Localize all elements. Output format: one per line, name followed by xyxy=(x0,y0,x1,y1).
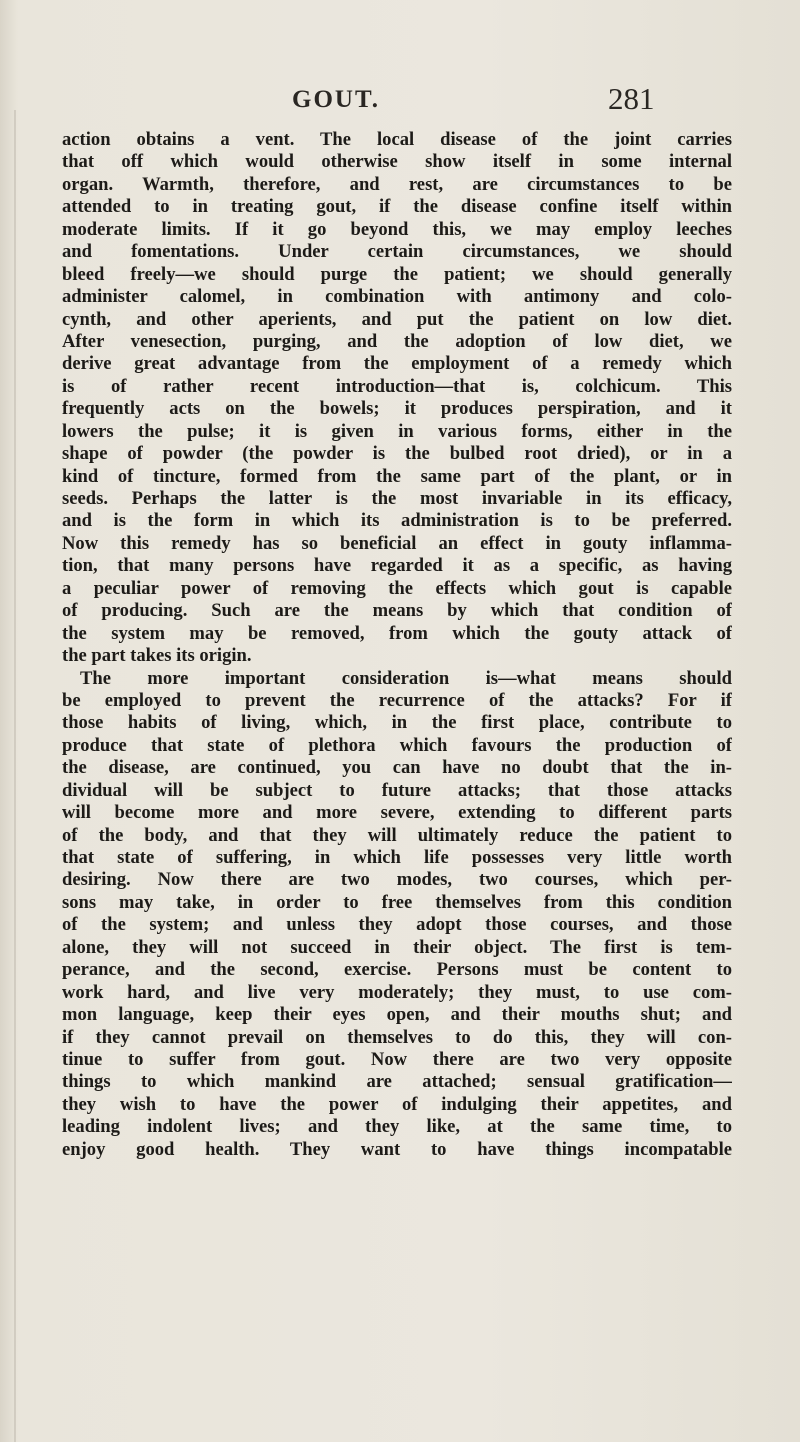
text-line: Now this remedy has so beneficial an effect in gouty inflamma- xyxy=(62,532,732,554)
text-line: and is the form in which its administration is to be preferred. xyxy=(62,510,732,532)
text-line: cynth, and other aperients, and put the patient on low diet. xyxy=(62,308,732,330)
text-line: enjoy good health. They want to have things incompatable xyxy=(62,1138,732,1160)
text-line: they wish to have the power of indulging their appetites, and xyxy=(62,1093,732,1115)
text-line: organ. Warmth, therefore, and rest, are circumstances to be xyxy=(62,173,732,195)
text-line: alone, they will not succeed in their object. The first is tem- xyxy=(62,936,732,958)
text-line: leading indolent lives; and they like, at the same time, to xyxy=(62,1116,732,1138)
text-line: that state of suffering, in which life possesses very little worth xyxy=(62,847,732,868)
body-text xyxy=(62,129,732,1161)
text-line: those habits of living, which, in the first place, contribute to xyxy=(62,712,732,734)
text-line: frequently acts on the bowels; it produces perspiration, and it xyxy=(62,398,732,420)
text-line: moderate limits. If it go beyond this, we may employ leeches xyxy=(62,218,732,240)
text-line: the part takes its origin. xyxy=(62,645,252,667)
text-line: administer calomel, in combination with antimony and colo- xyxy=(62,286,732,308)
text-line: The more important consideration is—what means should xyxy=(80,667,732,689)
text-line: will become more and more severe, extending to different parts xyxy=(62,802,732,824)
text-line: that off which would otherwise show itself in some internal xyxy=(62,151,732,173)
page-header xyxy=(0,78,800,118)
text-line: kind of tincture, formed from the same part of the plant, or in xyxy=(62,465,732,487)
text-line: of the body, and that they will ultimately reduce the patient to xyxy=(62,824,732,846)
text-line: if they cannot prevail on themselves to do this, they will con- xyxy=(62,1026,732,1048)
text-line: of producing. Such are the means by which that condition of xyxy=(62,600,732,622)
text-line: desiring. Now there are two modes, two courses, which per- xyxy=(62,869,732,891)
text-line: work hard, and live very moderately; they must, to use com- xyxy=(62,981,732,1003)
text-line: is of rather recent introduction—that is, colchicum. This xyxy=(62,375,732,397)
text-line: produce that state of plethora which favours the production of xyxy=(62,734,732,756)
text-line: mon language, keep their eyes open, and their mouths shut; and xyxy=(62,1004,732,1026)
text-line: and fomentations. Under certain circumstances, we should xyxy=(62,241,732,263)
text-line: derive great advantage from the employment of a remedy which xyxy=(62,353,732,375)
running-title: GOUT. xyxy=(292,86,381,113)
gutter-shadow xyxy=(14,110,16,1442)
text-line: tion, that many persons have regarded it as a specific, as having xyxy=(62,555,732,577)
text-line: bleed freely—we should purge the patient; we should generally xyxy=(62,263,732,285)
text-line: attended to in treating gout, if the disease confine itself within xyxy=(62,196,732,218)
text-line: lowers the pulse; it is given in various forms, either in the xyxy=(62,420,732,442)
text-line: tinue to suffer from gout. Now there are two very opposite xyxy=(62,1048,732,1070)
page-number: 281 xyxy=(608,81,655,116)
text-line: perance, and the second, exercise. Persons must be content to xyxy=(62,959,732,981)
text-line: shape of powder (the powder is the bulbed root dried), or in a xyxy=(62,443,732,465)
text-line: things to which mankind are attached; sensual gratification— xyxy=(62,1071,732,1093)
text-line: be employed to prevent the recurrence of the attacks? For if xyxy=(62,689,732,711)
text-line: dividual will be subject to future attacks; that those attacks xyxy=(62,779,732,801)
text-line: sons may take, in order to free themselves from this condition xyxy=(62,891,732,913)
text-line: After venesection, purging, and the adoption of low diet, we xyxy=(62,330,732,352)
text-line: the system may be removed, from which the gouty attack of xyxy=(62,622,732,644)
text-line: seeds. Perhaps the latter is the most invariable in its efficacy, xyxy=(62,488,732,509)
text-line: of the system; and unless they adopt those courses, and those xyxy=(62,914,732,936)
text-line: action obtains a vent. The local disease of the joint carries xyxy=(62,129,732,150)
text-line: the disease, are continued, you can have no doubt that the in- xyxy=(62,757,732,779)
text-line: a peculiar power of removing the effects which gout is capable xyxy=(62,577,732,599)
